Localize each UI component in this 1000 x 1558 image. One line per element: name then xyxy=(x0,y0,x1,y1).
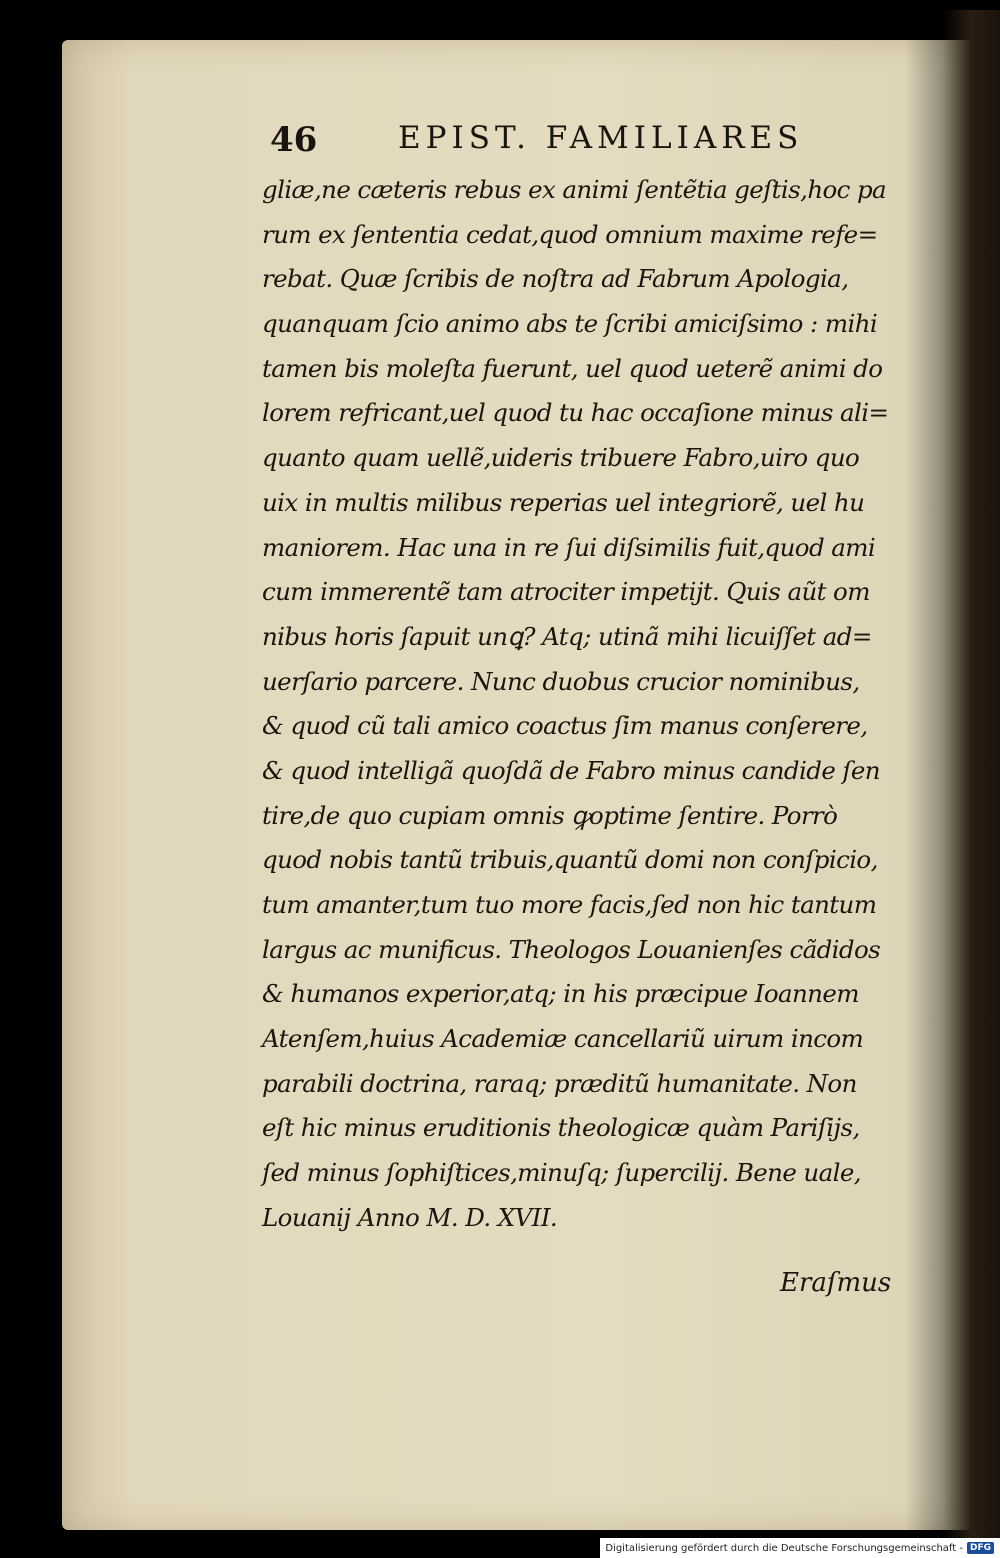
text-line: ſed minus ſophiſtices,minuſq; ſupercilij. Bene uale, xyxy=(262,1158,861,1188)
text-line: parabili doctrina, raraq; præditũ humanitate. Non xyxy=(262,1068,857,1098)
text-line: quanquam ſcio animo abs te ſcribi amiciſsimo : mihi xyxy=(262,309,878,339)
text-line: Atenſem,huius Academiæ cancellariũ uirum incom xyxy=(262,1024,864,1054)
page-header xyxy=(270,120,830,160)
text-line: rum ex ſententia cedat,quod omnium maxime refe= xyxy=(262,219,878,249)
text-line: uix in multis milibus reperias uel integriorẽ, uel hu xyxy=(262,487,865,517)
text-line: tum amanter,tum tuo more facis,ſed non hic tantum xyxy=(262,890,877,919)
gutter-shadow xyxy=(905,10,1000,1540)
text-line: & quod cũ tali amico coactus ſim manus conſerere, xyxy=(262,711,868,741)
text-line: rebat. Quæ ſcribis de noſtra ad Fabrum Apologia, xyxy=(262,264,849,294)
text-line: maniorem. Hac una in re ſui diſsimilis fuit,quod ami xyxy=(262,532,876,562)
digitization-footer xyxy=(600,1538,1000,1558)
body-text xyxy=(262,168,917,1241)
dfg-logo: DFG xyxy=(967,1542,994,1554)
text-line: tire,de quo cupiam omnis ꝙoptime ſentire. Porrò xyxy=(262,800,838,830)
text-line: uerſario parcere. Nunc duobus crucior nominibus, xyxy=(262,666,860,696)
text-line: & humanos experior,atq; in his præcipue Ioannem xyxy=(262,979,859,1009)
text-line: nibus horis ſapuit unꝗ? Atq; utinã mihi licuiſſet ad= xyxy=(262,621,872,651)
running-head: EPIST. FAMILIARES xyxy=(398,120,804,156)
text-line: gliæ,ne cæteris rebus ex animi ſentẽtia geſtis,hoc pa xyxy=(262,175,887,204)
text-line: & quod intelligã quoſdã de Fabro minus candide ſen xyxy=(262,755,880,785)
text-line: tamen bis moleſta fuerunt, uel quod ueterẽ animi do xyxy=(262,353,883,383)
text-line: lorem refricant,uel quod tu hac occaſione minus ali= xyxy=(262,398,889,428)
catchword: Eraſmus xyxy=(780,1268,892,1298)
page-number: 46 xyxy=(270,120,318,160)
text-line: eſt hic minus eruditionis theologicæ quàm Pariſijs, xyxy=(262,1113,860,1143)
footer-credit: Digitalisierung gefördert durch die Deutsche Forschungsgemeinschaft - xyxy=(605,1542,963,1554)
text-line: largus ac munificus. Theologos Louanienſes cãdidos xyxy=(262,934,881,964)
text-line: quod nobis tantũ tribuis,quantũ domi non conſpicio, xyxy=(262,845,878,875)
text-line: quanto quam uellẽ,uideris tribuere Fabro,uiro quo xyxy=(262,443,860,473)
text-line: Louanij Anno M. D. XVII. xyxy=(262,1202,558,1232)
text-line: cum immerentẽ tam atrociter impetijt. Quis aũt om xyxy=(262,577,870,607)
